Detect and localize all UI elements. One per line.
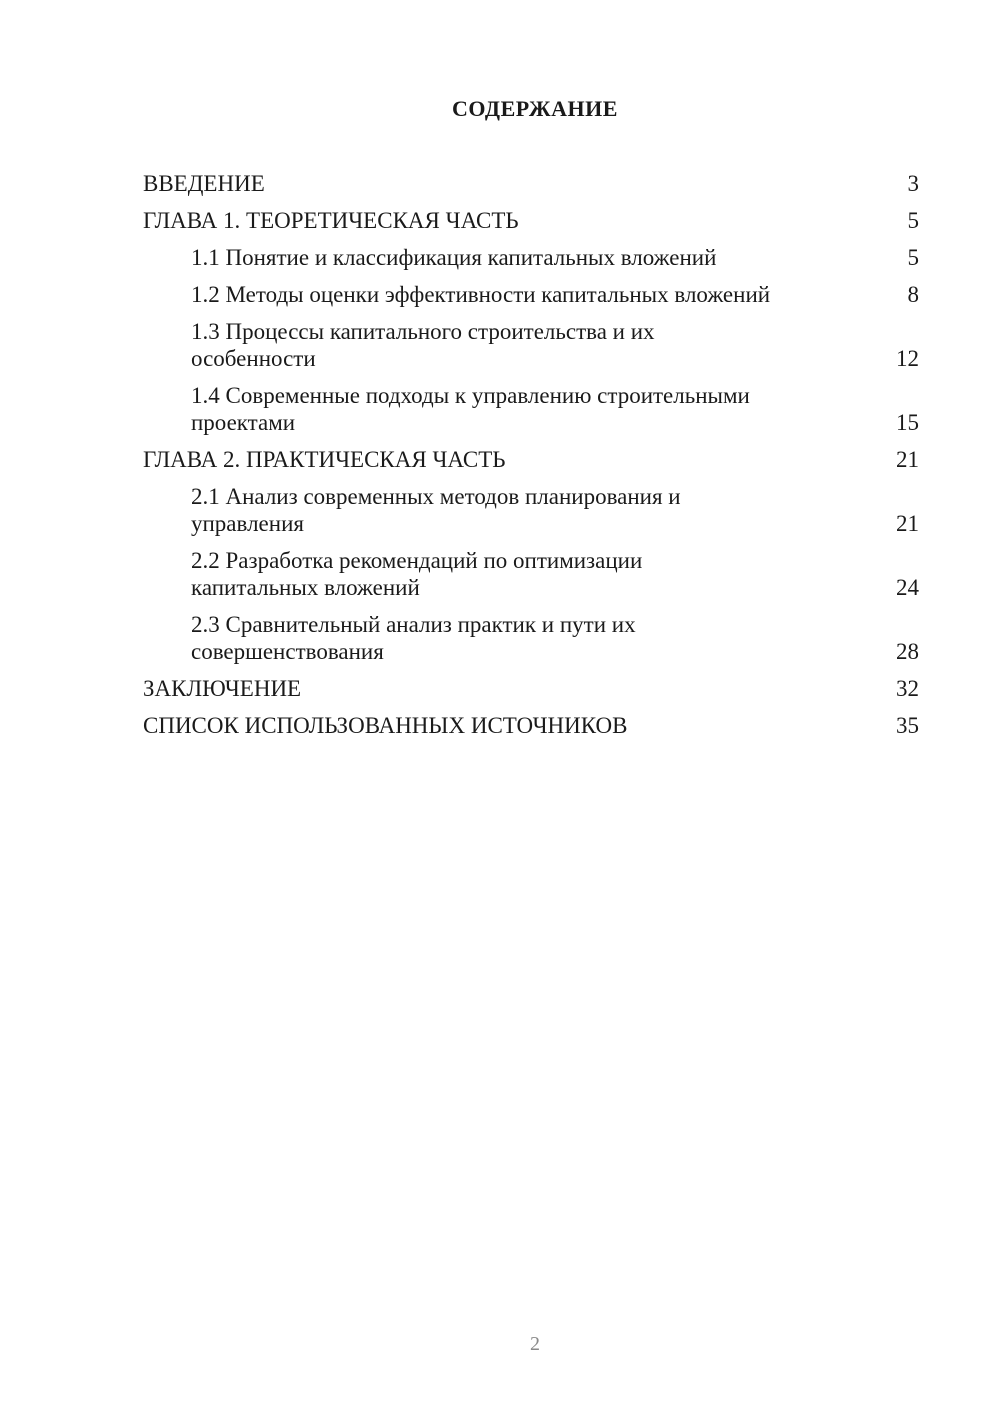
toc-entry-page: 5 <box>907 208 919 233</box>
toc-entry-section-1-1 <box>143 244 919 271</box>
page-title: СОДЕРЖАНИЕ <box>452 96 618 121</box>
toc-entry-label: 1.3 Процессы капитального строительства и их особенности <box>191 319 655 371</box>
toc-entry-section-2-1 <box>143 483 919 537</box>
toc-entry-label: ВВЕДЕНИЕ <box>143 171 265 196</box>
toc-entry-label: 2.2 Разработка рекомендаций по оптимизации капитальных вложений <box>191 548 643 600</box>
toc-entry-section-1-3 <box>143 318 919 372</box>
toc-entry-page: 35 <box>896 713 919 738</box>
toc-entry-page: 32 <box>896 676 919 701</box>
toc-entry-conclusion <box>143 675 919 702</box>
toc-entry-page: 3 <box>907 171 919 196</box>
toc-entry-section-2-3 <box>143 611 919 665</box>
toc-entry-label: 1.2 Методы оценки эффективности капитальных вложений <box>191 282 771 307</box>
toc-entry-page: 12 <box>896 346 919 371</box>
toc-entry-label: ГЛАВА 1. ТЕОРЕТИЧЕСКАЯ ЧАСТЬ <box>143 208 519 233</box>
toc-entry-page: 21 <box>896 447 919 472</box>
toc-entry-label: ГЛАВА 2. ПРАКТИЧЕСКАЯ ЧАСТЬ <box>143 447 506 472</box>
toc-entry-label: 1.1 Понятие и классификация капитальных вложений <box>191 245 717 270</box>
toc-entry-chapter-2 <box>143 446 919 473</box>
toc-entry-label: 2.1 Анализ современных методов планирования и управления <box>191 484 681 536</box>
toc-entry-label: СПИСОК ИСПОЛЬЗОВАННЫХ ИСТОЧНИКОВ <box>143 713 628 738</box>
toc-entry-page: 24 <box>896 575 919 600</box>
toc-entry-introduction <box>143 170 919 197</box>
toc-entry-chapter-1 <box>143 207 919 234</box>
toc-entry-page: 15 <box>896 410 919 435</box>
toc-entry-page: 28 <box>896 639 919 664</box>
toc-entry-page: 5 <box>907 245 919 270</box>
toc-entry-references <box>143 712 919 739</box>
toc-entry-label: 2.3 Сравнительный анализ практик и пути их совершенствования <box>191 612 636 664</box>
toc-entry-section-2-2 <box>143 547 919 601</box>
toc-entry-label: 1.4 Современные подходы к управлению строительными проектами <box>191 383 750 435</box>
page-number: 2 <box>530 1333 540 1355</box>
toc-entry-label: ЗАКЛЮЧЕНИЕ <box>143 676 302 701</box>
table-of-contents <box>143 170 919 749</box>
toc-entry-section-1-4 <box>143 382 919 436</box>
toc-entry-section-1-2 <box>143 281 919 308</box>
toc-entry-page: 8 <box>907 282 919 307</box>
toc-entry-page: 21 <box>896 511 919 536</box>
